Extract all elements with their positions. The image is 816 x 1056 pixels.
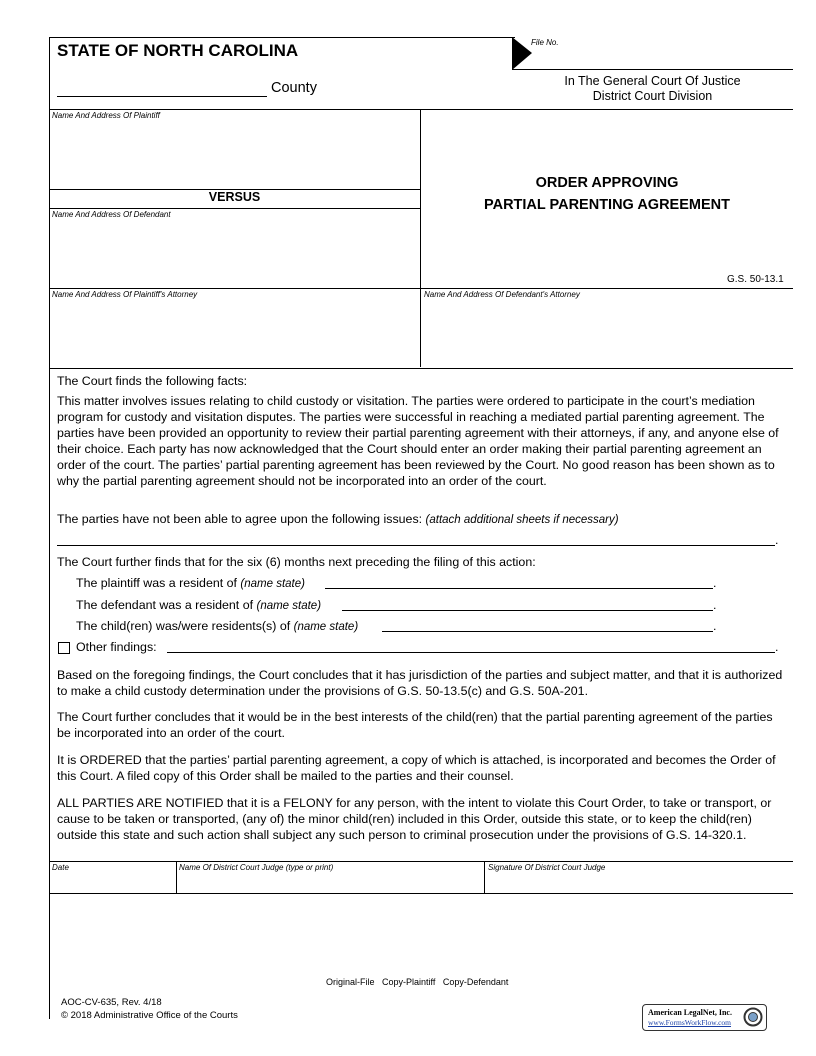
copyright: © 2018 Administrative Office of the Courts [61, 1010, 238, 1021]
other-findings-checkbox[interactable] [58, 642, 70, 654]
residency-intro: The Court further finds that for the six (6) months next preceding the filing of this action: [57, 555, 536, 569]
judge-signature-label: Signature Of District Court Judge [488, 863, 606, 872]
defendant-label: Name And Address Of Defendant [52, 210, 171, 219]
plaintiff-input[interactable] [50, 122, 419, 188]
signature-divider-2 [484, 861, 485, 893]
attorney-top-border [49, 288, 793, 289]
date-label: Date [52, 863, 69, 872]
distribution-note: Original-File Copy-Plaintiff Copy-Defendant [326, 977, 509, 987]
order-paragraph: It is ORDERED that the parties’ partial parenting agreement, a copy of which is attached, is incorporated and becomes the Order of this Court. A filed copy of this Order shall be mailed to the parties and their counsel. [57, 753, 776, 783]
children-state-period: . [713, 619, 717, 633]
other-findings-period: . [775, 640, 779, 654]
form-title [421, 172, 793, 216]
versus-bottom-border [49, 208, 420, 209]
findings-intro: The Court finds the following facts: [57, 374, 248, 388]
court-name [512, 74, 793, 104]
findings-paragraph: This matter involves issues relating to child custody or visitation. The parties were ordered to participate in the court’s mediation program for custody and visitation disputes. The parties were successful in reaching a mediated partial parenting agreement. The parties have been provided an opportunity to review their partial parenting agreement with their attorneys, if any, and anyone else of their choice. Each party has now acknowledged that the Court should enter an order making their partial parenting agreement an order of the court. The parties’ partial parenting agreement has been reviewed by the Court. No good reason has been shown as to why the partial parenting agreement should not be incorporated into an order of the court. [57, 394, 779, 488]
plaintiff-residency-hint: (name state) [240, 578, 305, 590]
defendant-attorney-label: Name And Address Of Defendant's Attorney [424, 290, 580, 299]
conclusion-best-interests: The Court further concludes that it would be in the best interests of the child(ren) that the partial parenting agreement of the parties be incorporated into an order of the court. [57, 710, 773, 740]
logo-globe-icon [743, 1007, 763, 1027]
parties-top-border [49, 109, 793, 110]
children-residency-text: The child(ren) was/were residents(s) of [76, 619, 291, 633]
plaintiff-label: Name And Address Of Plaintiff [52, 111, 160, 120]
judge-signature-input[interactable] [486, 874, 792, 892]
defendant-state-input[interactable] [342, 610, 713, 611]
county-input[interactable] [57, 96, 267, 97]
logo-line2: www.FormsWorkFlow.com [648, 1018, 732, 1027]
children-residency-hint: (name state) [293, 621, 359, 633]
state-title: STATE OF NORTH CAROLINA [57, 41, 299, 60]
logo-line1: American LegalNet, Inc. [648, 1008, 732, 1017]
defendant-residency-text: The defendant was a resident of [76, 598, 254, 612]
defendant-residency-label [76, 598, 321, 612]
county-label: County [271, 80, 317, 96]
felony-notice: ALL PARTIES ARE NOTIFIED that it is a FELONY for any person, with the intent to violate this Court Order, to take or transport, or cause to be taken or transported, (any of) the minor child(ren) included in this Order, outside this state, or to keep the child(ren) outside this state and such action shall subject any such person to criminal prosecution under the provisions of G.S. 14-320.1. [57, 796, 772, 842]
unresolved-issues-text: The parties have not been able to agree upon the following issues: [57, 512, 423, 526]
unresolved-issues-input[interactable] [57, 545, 775, 546]
form-title-line1: ORDER APPROVING [535, 175, 679, 191]
parties-divider [420, 109, 421, 367]
other-findings-input[interactable] [167, 652, 775, 653]
body-top-border [49, 368, 793, 369]
file-number-label: File No. [531, 38, 559, 47]
children-residency-label [76, 619, 358, 633]
conclusion-jurisdiction: Based on the foregoing findings, the Court concludes that it has jurisdiction of the parties and subject matter, and that it is authorized to make a child custody determination under the provisions of G.S. 50-13.5(c) and G.S. 50A-201. [57, 668, 783, 698]
defendant-attorney-input[interactable] [422, 301, 792, 366]
defendant-input[interactable] [50, 221, 419, 287]
form-title-line2: PARTIAL PARENTING AGREEMENT [484, 197, 730, 213]
unresolved-period: . [775, 533, 779, 547]
versus-label: VERSUS [208, 190, 261, 204]
other-findings-label: Other findings: [76, 640, 157, 654]
plaintiff-residency-text: The plaintiff was a resident of [76, 576, 237, 590]
date-input[interactable] [50, 874, 175, 892]
plaintiff-attorney-input[interactable] [50, 301, 419, 366]
unresolved-issues-hint: (attach additional sheets if necessary) [425, 514, 619, 526]
form-id: AOC-CV-635, Rev. 4/18 [61, 997, 162, 1008]
judge-name-input[interactable] [177, 874, 483, 892]
court-name-line2: District Court Division [592, 89, 713, 103]
signature-top-border [49, 861, 793, 862]
plaintiff-state-period: . [713, 576, 717, 590]
plaintiff-residency-label [76, 576, 305, 590]
unresolved-issues-label [57, 512, 619, 526]
judge-name-label: Name Of District Court Judge (type or print) [179, 863, 334, 872]
plaintiff-state-input[interactable] [325, 588, 713, 589]
defendant-state-period: . [713, 598, 717, 612]
signature-bottom-border [49, 893, 793, 894]
defendant-residency-hint: (name state) [256, 600, 322, 612]
legalnet-logo [642, 1004, 767, 1031]
statute-reference: G.S. 50-13.1 [727, 274, 784, 285]
file-number-input[interactable] [512, 69, 793, 70]
plaintiff-attorney-label: Name And Address Of Plaintiff's Attorney [52, 290, 198, 299]
court-name-line1: In The General Court Of Justice [564, 74, 741, 88]
children-state-input[interactable] [382, 631, 713, 632]
top-border [49, 37, 515, 38]
